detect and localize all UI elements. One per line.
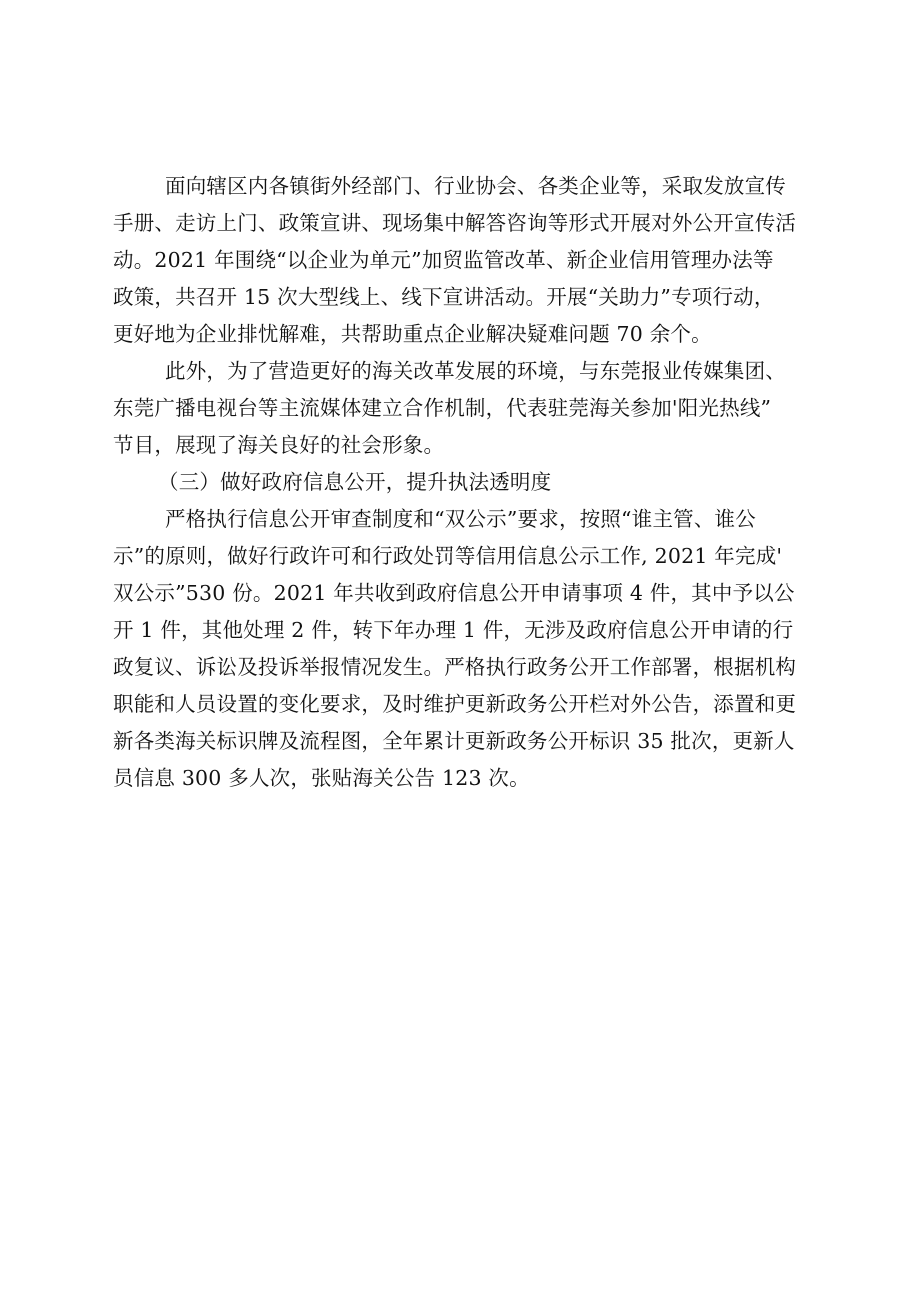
paragraph-media xyxy=(113,353,831,464)
paragraph-line: 更好地为企业排忧解难，共帮助重点企业解决疑难问题 70 余个。 xyxy=(113,322,712,346)
paragraph-line: 员信息 300 多人次，张贴海关公告 123 次。 xyxy=(113,766,530,790)
paragraph-outreach xyxy=(113,168,831,353)
paragraph-line: 示”的原则，做好行政许可和行政处罚等信用信息公示工作, 2021 年完成' xyxy=(113,544,783,568)
paragraph-line: 职能和人员设置的变化要求，及时维护更新政务公开栏对外公告，添置和更 xyxy=(113,692,797,716)
section-heading-text: （三）做好政府信息公开，提升执法透明度 xyxy=(158,470,552,494)
paragraph-line: 此外，为了营造更好的海关改革发展的环境，与东莞报业传媒集团、 xyxy=(165,359,786,383)
paragraph-disclosure xyxy=(113,501,831,797)
document-body xyxy=(113,168,831,797)
paragraph-line: 政复议、诉讼及投诉举报情况发生。严格执行政务公开工作部署，根据机构 xyxy=(113,655,797,679)
paragraph-line: 开 1 件，其他处理 2 件，转下年办理 1 件，无涉及政府信息公开申请的行 xyxy=(113,618,794,642)
paragraph-line: 节目，展现了海关良好的社会形象。 xyxy=(113,433,445,457)
paragraph-line: 政策，共召开 15 次大型线上、线下宣讲活动。开展“关助力”专项行动， xyxy=(113,285,775,309)
section-heading xyxy=(113,464,831,501)
paragraph-line: 面向辖区内各镇街外经部门、行业协会、各类企业等，采取发放宣传 xyxy=(165,174,786,198)
paragraph-line: 严格执行信息公开审查制度和“双公示”要求，按照“谁主管、谁公 xyxy=(165,507,756,531)
paragraph-line: 新各类海关标识牌及流程图，全年累计更新政务公开标识 35 批次，更新人 xyxy=(113,729,795,753)
paragraph-line: 手册、走访上门、政策宣讲、现场集中解答咨询等形式开展对外公开宣传活 xyxy=(113,211,797,235)
paragraph-line: 双公示”530 份。2021 年共收到政府信息公开申请事项 4 件，其中予以公 xyxy=(113,581,795,605)
paragraph-line: 东莞广播电视台等主流媒体建立合作机制，代表驻莞海关参加'阳光热线” xyxy=(113,396,772,420)
paragraph-line: 动。2021 年围绕“以企业为单元”加贸监管改革、新企业信用管理办法等 xyxy=(113,248,774,272)
